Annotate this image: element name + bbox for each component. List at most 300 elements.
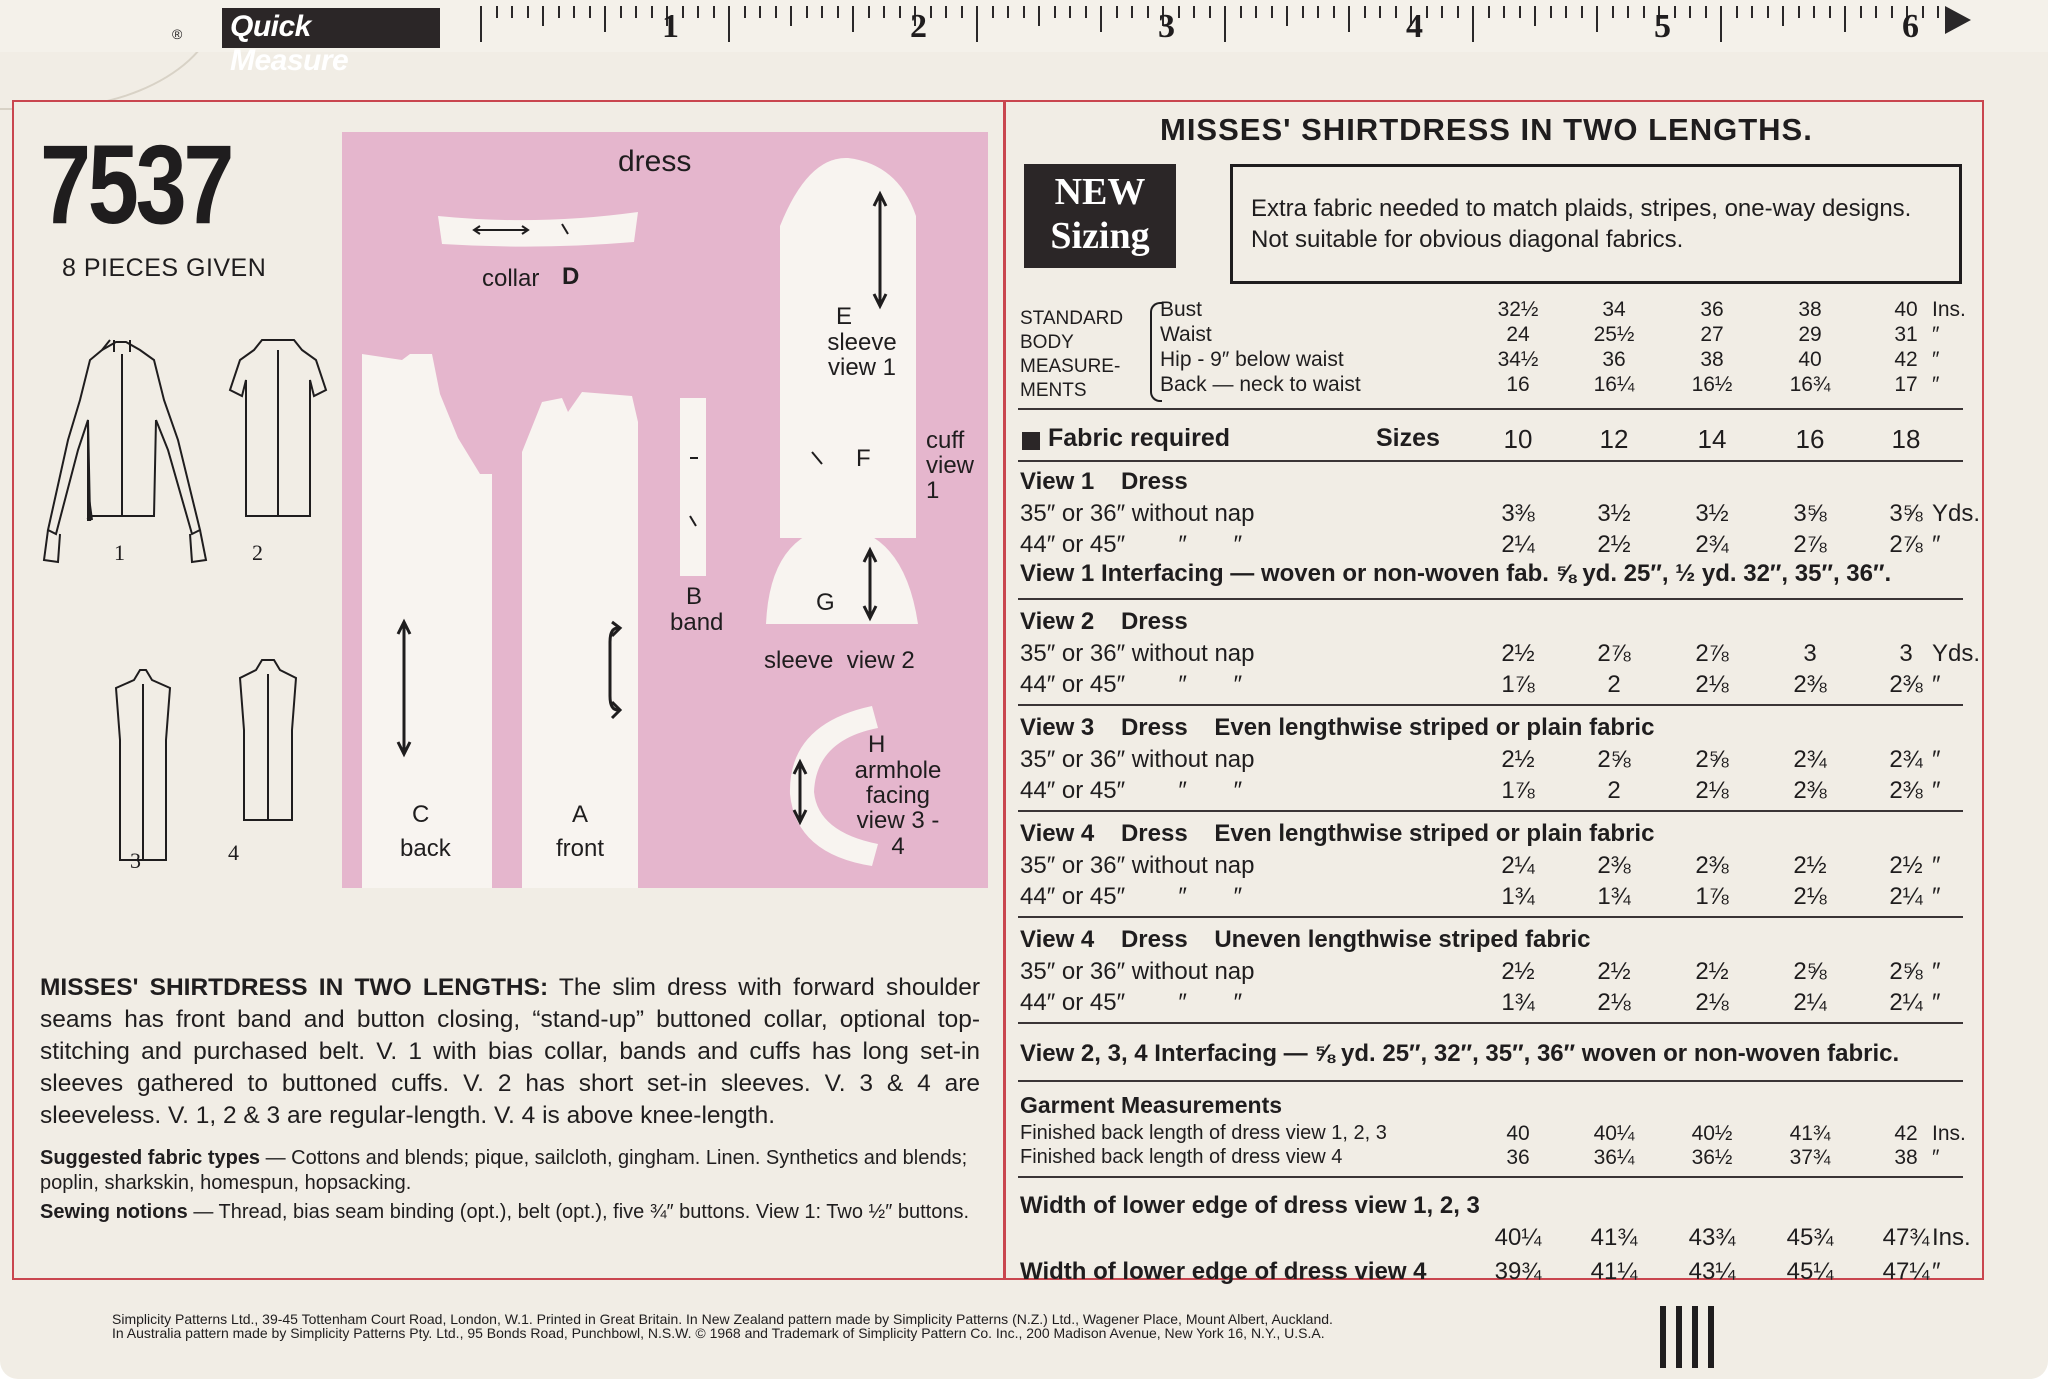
ruler-tick <box>635 6 637 18</box>
ruler-tick <box>1193 6 1195 18</box>
yardage-value: 2⅛ <box>1695 777 1729 804</box>
yardage-value: 2⅜ <box>1695 852 1729 879</box>
back-letter: C <box>412 801 430 828</box>
yardage-label: 44″ or 45″ ″ ″ <box>1020 777 1243 804</box>
section-heading: View 3 Dress Even lengthwise striped or plain fabric <box>1020 714 1655 741</box>
yardage-unit: ″ <box>1932 883 1941 910</box>
ruler-tick <box>1534 6 1536 26</box>
yardage-unit: ″ <box>1932 531 1941 558</box>
width-1-value: 40¼ <box>1494 1224 1542 1251</box>
yardage-label: 35″ or 36″ without nap <box>1020 852 1255 879</box>
ruler-tick <box>1751 6 1753 18</box>
ruler-tick <box>1488 6 1490 18</box>
garment-row-label: Finished back length of dress view 4 <box>1020 1146 1343 1168</box>
ruler-tick <box>837 6 839 18</box>
cuff-label: cuff view 1 <box>926 427 975 505</box>
ruler-tick <box>558 6 560 18</box>
yardage-value: 2 <box>1607 671 1621 698</box>
yardage-label: 44″ or 45″ ″ ″ <box>1020 531 1243 558</box>
width-1-value: 45¾ <box>1786 1224 1834 1251</box>
collar-letter: D <box>562 263 580 290</box>
yardage-unit: Yds. <box>1932 500 1981 527</box>
body-row-value: 42 <box>1894 348 1918 371</box>
yardage-label: 35″ or 36″ without nap <box>1020 746 1255 773</box>
new-sizing-badge <box>1024 164 1176 268</box>
ruler-tick <box>1209 6 1211 18</box>
pattern-layout <box>342 132 988 888</box>
yardage-value: 2⅛ <box>1793 883 1827 910</box>
yardage-unit: ″ <box>1932 958 1941 985</box>
band-letter: B <box>686 583 703 610</box>
note-line-2: Not suitable for obvious diagonal fabrics. <box>1251 226 1684 253</box>
yardage-unit: ″ <box>1932 989 1941 1016</box>
ruler-tick <box>1379 6 1381 18</box>
yardage-value: 1¾ <box>1501 989 1535 1016</box>
rule-line <box>1018 460 1963 462</box>
fabric-note-box <box>1230 164 1962 284</box>
fabric-types-text: — Cottons and blends; pique, sailcloth, gingham. Linen. Synthetics and blends; poplin, sharkskin, homespun, hopsacking. <box>40 1147 968 1194</box>
garment-heading: Garment Measurements <box>1020 1092 1283 1118</box>
yardage-value: 1⅞ <box>1501 777 1535 804</box>
fabric-suggestions <box>40 1146 980 1225</box>
ruler-tick <box>1441 6 1443 18</box>
yardage-value: 3 <box>1899 640 1913 667</box>
width-4-value: 43¼ <box>1688 1258 1736 1285</box>
interfacing-note: View 1 Interfacing — woven or non-woven fab. ⅝ yd. 25″, ½ yd. 32″, 35″, 36″. <box>1020 560 1892 587</box>
pieces-given: 8 PIECES GIVEN <box>62 254 267 282</box>
yardage-value: 2¼ <box>1889 883 1923 910</box>
pattern-description <box>40 972 980 1132</box>
ruler-tick <box>1147 6 1149 18</box>
back-label: back <box>400 835 451 862</box>
ruler-tick <box>1860 6 1862 18</box>
ruler-tick <box>852 6 854 32</box>
band-marks <box>682 450 704 550</box>
footer-line-1: Simplicity Patterns Ltd., 39-45 Tottenham Court Road, London, W.1. Printed in Great Britain. In New Zealand pattern made by Simplicity Patterns (N.Z.) Ltd., Wagener Place, Mount Albert, Auckland. <box>112 1311 1333 1327</box>
quick-measure-ruler <box>0 0 2048 77</box>
piece-cuff <box>782 440 916 478</box>
yardage-value: 2½ <box>1889 852 1923 879</box>
section-heading: View 2 Dress <box>1020 608 1188 635</box>
ruler-tick <box>1798 6 1800 18</box>
ruler-tick <box>930 6 932 18</box>
ruler-tick <box>1922 6 1924 18</box>
size-header: 16 <box>1795 424 1825 454</box>
garment-row-value: 36½ <box>1691 1146 1733 1169</box>
garment-row-unit: Ins. <box>1932 1122 1966 1145</box>
cuff-notch-icon <box>808 448 828 470</box>
size-header: 18 <box>1891 424 1921 454</box>
ruler-tick <box>573 6 575 18</box>
yardage-value: 2¼ <box>1501 531 1535 558</box>
ruler-tick <box>1317 6 1319 18</box>
note-line-1: Extra fabric needed to match plaids, stripes, one-way designs. <box>1251 195 1912 222</box>
yardage-unit: ″ <box>1932 777 1941 804</box>
body-row-value: 16 <box>1506 373 1530 396</box>
fabric-required-label: Fabric required <box>1048 424 1230 452</box>
yardage-value: 2 <box>1607 777 1621 804</box>
ruler-tick <box>1007 6 1009 18</box>
yardage-value: 1¾ <box>1597 883 1631 910</box>
yardage-value: 1¾ <box>1501 883 1535 910</box>
yardage-label: 44″ or 45″ ″ ″ <box>1020 671 1243 698</box>
yardage-value: 2¼ <box>1501 852 1535 879</box>
cuff-letter: F <box>856 445 871 472</box>
ruler-tick <box>651 6 653 18</box>
notions-text: — Thread, bias seam binding (opt.), belt (opt.), five ¾″ buttons. View 1: Two ½″ buttons. <box>187 1201 970 1223</box>
body-row-value: 40 <box>1894 298 1918 321</box>
ruler-tick <box>821 6 823 18</box>
ruler-tick <box>790 6 792 26</box>
body-row-value: 36 <box>1700 298 1724 321</box>
garment-row-value: 36 <box>1506 1146 1530 1169</box>
ruler-tick <box>1891 6 1893 18</box>
ruler-tick <box>1674 6 1676 18</box>
yardage-value: 2½ <box>1597 531 1631 558</box>
fabric-types-label: Suggested fabric types <box>40 1147 261 1169</box>
body-row-value: 16¾ <box>1789 373 1831 396</box>
ruler-tick <box>1643 6 1645 18</box>
ruler-tick <box>976 6 978 42</box>
yardage-value: 1⅞ <box>1695 883 1729 910</box>
ruler-tick <box>1550 6 1552 18</box>
ruler-tick <box>1271 6 1273 18</box>
ruler-tick <box>1023 6 1025 18</box>
ruler-tick <box>1054 6 1056 18</box>
view-sketches <box>30 320 330 880</box>
body-row-label: Back — neck to waist <box>1160 373 1361 396</box>
body-row-value: 38 <box>1798 298 1822 321</box>
description-body: The slim dress with forward shoulder seams has front band and button closing, “stand-up” buttoned collar, optional top-stitching and purchased belt. V. 1 with bias collar, bands and cuffs has long set-in sleeves gathered to buttoned cuffs. V. 2 has short set-in sleeves. V. 3 & 4 are sleeveless. V. 1, 2 & 3 are regular-length. V. 4 is above knee-length. <box>40 974 980 1129</box>
ruler-tick <box>1178 6 1180 18</box>
garment-row-value: 37¾ <box>1789 1146 1831 1169</box>
sleeve-e-letter: E <box>836 303 853 330</box>
quick-measure-label: Quick Measure <box>222 8 440 48</box>
ruler-tick <box>542 6 544 26</box>
view-number-1: 1 <box>114 540 125 565</box>
yardage-value: 2⅝ <box>1695 746 1729 773</box>
ruler-tick <box>868 6 870 18</box>
section-heading: View 1 Dress <box>1020 468 1188 495</box>
rule-line <box>1018 1176 1963 1178</box>
ruler-tick <box>961 6 963 18</box>
ruler-tick <box>775 6 777 18</box>
armhole-letter: H <box>868 731 886 758</box>
ruler-tick <box>1348 6 1350 32</box>
yardage-value: 2½ <box>1501 746 1535 773</box>
ruler-tick <box>1875 6 1877 18</box>
yardage-value: 2⅞ <box>1889 531 1923 558</box>
ruler-tick <box>1333 6 1335 18</box>
ruler-tick <box>744 6 746 18</box>
width-4-value: 47¼ <box>1882 1258 1930 1285</box>
ruler-number: 5 <box>1654 8 1671 45</box>
yardage-unit: ″ <box>1932 746 1941 773</box>
sleeve-e-label: sleeve view 1 <box>827 329 897 382</box>
body-row-value: 38 <box>1700 348 1724 371</box>
layout-title: dress <box>618 145 692 178</box>
publisher-footer <box>112 1312 1333 1340</box>
yardage-label: 44″ or 45″ ″ ″ <box>1020 883 1243 910</box>
yardage-value: 2⅜ <box>1889 671 1923 698</box>
body-row-value: 29 <box>1798 323 1822 346</box>
ruler-tick <box>1565 6 1567 18</box>
yardage-value: 2⅞ <box>1597 640 1631 667</box>
ruler-tick <box>1224 6 1226 42</box>
ruler-tick <box>1829 6 1831 18</box>
ruler-tick <box>697 6 699 18</box>
yardage-value: 2¾ <box>1793 746 1827 773</box>
garment-row-value: 38 <box>1894 1146 1918 1169</box>
width-1-value: 41¾ <box>1590 1224 1638 1251</box>
sleeve-g-label: sleeve view 2 <box>764 647 915 674</box>
body-measure-label: STANDARD <box>1020 308 1124 329</box>
body-measure-label: MENTS <box>1020 380 1087 401</box>
yardage-label: 44″ or 45″ ″ ″ <box>1020 989 1243 1016</box>
yardage-value: 2¾ <box>1889 746 1923 773</box>
width-1-value: 43¾ <box>1688 1224 1736 1251</box>
ruler-tick <box>1844 6 1846 32</box>
body-row-label: Hip - 9″ below waist <box>1160 348 1344 371</box>
ruler-tick <box>1503 6 1505 18</box>
width-heading-1: Width of lower edge of dress view 1, 2, 3 <box>1020 1192 1480 1219</box>
ruler-tick <box>806 6 808 18</box>
ruler-tick <box>1131 6 1133 18</box>
body-row-value: 34 <box>1602 298 1626 321</box>
yardage-value: 2⅝ <box>1889 958 1923 985</box>
ruler-tick <box>1689 6 1691 18</box>
front-letter: A <box>572 801 589 828</box>
new-sizing-line2: Sizing <box>1050 215 1150 257</box>
yardage-value: 2⅜ <box>1793 671 1827 698</box>
width-4-value: 39¾ <box>1494 1258 1542 1285</box>
yardage-value: 3½ <box>1597 500 1631 527</box>
section-heading: View 4 Dress Uneven lengthwise striped fabric <box>1020 926 1591 953</box>
yardage-value: 3⅜ <box>1501 500 1535 527</box>
ruler-tick <box>1813 6 1815 18</box>
new-sizing-line1: NEW <box>1054 171 1146 213</box>
width-4-value: 41¼ <box>1590 1258 1638 1285</box>
body-measure-label: MEASURE- <box>1020 356 1121 377</box>
size-header: 12 <box>1599 424 1629 454</box>
body-row-value: 16½ <box>1691 373 1733 396</box>
yardage-label: 35″ or 36″ without nap <box>1020 640 1255 667</box>
ruler-tick <box>1302 6 1304 18</box>
ruler-tick <box>1426 6 1428 18</box>
ruler-number: 3 <box>1158 8 1175 45</box>
section-heading: View 4 Dress Even lengthwise striped or plain fabric <box>1020 820 1655 847</box>
ruler-number: 6 <box>1902 8 1919 45</box>
ruler-tick <box>604 6 606 32</box>
yardage-value: 2⅝ <box>1597 746 1631 773</box>
column-divider <box>1003 100 1006 1280</box>
view-number-3: 3 <box>130 848 141 873</box>
ruler-tick <box>496 6 498 18</box>
ruler-tick <box>728 6 730 42</box>
ruler-tick <box>1038 6 1040 26</box>
size-header: 10 <box>1503 424 1533 454</box>
garment-row-value: 36¼ <box>1593 1146 1635 1169</box>
ruler-number: 2 <box>910 8 927 45</box>
garment-row-value: 41¾ <box>1789 1122 1831 1145</box>
view-number-4: 4 <box>228 840 239 865</box>
body-row-value: 25½ <box>1593 323 1635 346</box>
yardage-value: 2⅛ <box>1597 989 1631 1016</box>
rule-line <box>1018 598 1963 600</box>
ruler-end-triangle-icon <box>1945 6 1971 34</box>
armhole-label: armhole facing view 3 - 4 <box>854 757 942 860</box>
size-header: 14 <box>1697 424 1727 454</box>
yardage-unit: Yds. <box>1932 640 1981 667</box>
interfacing-234: View 2, 3, 4 Interfacing — ⅝ yd. 25″, 32″, 35″, 36″ woven or non-woven fabric. <box>1020 1040 1900 1067</box>
ruler-tick <box>1395 6 1397 18</box>
body-row-label: Waist <box>1160 323 1212 346</box>
ruler-tick <box>527 6 529 18</box>
ruler-tick <box>883 6 885 18</box>
ruler-tick <box>1736 6 1738 18</box>
yardage-value: 2½ <box>1695 958 1729 985</box>
ruler-tick <box>1782 6 1784 26</box>
ruler-tick <box>713 6 715 18</box>
yardage-value: 3⅝ <box>1793 500 1827 527</box>
garment-row-label: Finished back length of dress view 1, 2, 3 <box>1020 1122 1387 1144</box>
ruler-tick <box>945 6 947 18</box>
yardage-value: 2¼ <box>1889 989 1923 1016</box>
yardage-value: 2⅞ <box>1793 531 1827 558</box>
yardage-value: 2⅜ <box>1597 852 1631 879</box>
garment-row-unit: ″ <box>1932 1146 1940 1169</box>
yardage-value: 3⅝ <box>1889 500 1923 527</box>
ruler-tick <box>1937 6 1939 18</box>
ruler-tick <box>1286 6 1288 26</box>
body-row-unit: ″ <box>1932 373 1940 396</box>
body-row-value: 27 <box>1700 323 1724 346</box>
ruler-tick <box>1519 6 1521 18</box>
ruler-tick <box>1596 6 1598 32</box>
yardage-unit: ″ <box>1932 671 1941 698</box>
width-4-unit: ″ <box>1932 1258 1941 1285</box>
body-row-value: 16¼ <box>1593 373 1635 396</box>
ruler-tick <box>899 6 901 18</box>
view-number-2: 2 <box>252 540 263 565</box>
garment-row-value: 40 <box>1506 1122 1530 1145</box>
pattern-number: 7537 <box>40 122 232 247</box>
width-4-value: 45¼ <box>1786 1258 1834 1285</box>
ruler-tick <box>992 6 994 18</box>
ruler-tick <box>480 6 482 42</box>
front-label: front <box>556 835 605 862</box>
right-title: MISSES' SHIRTDRESS IN TWO LENGTHS. <box>1160 112 1813 147</box>
body-row-value: 36 <box>1602 348 1626 371</box>
yardage-label: 35″ or 36″ without nap <box>1020 500 1255 527</box>
body-measure-label: BODY <box>1020 332 1074 353</box>
yardage-value: 3 <box>1803 640 1817 667</box>
rule-line <box>1018 1080 1963 1082</box>
body-row-value: 40 <box>1798 348 1822 371</box>
yardage-value: 2⅜ <box>1793 777 1827 804</box>
body-row-unit: Ins. <box>1932 298 1966 321</box>
ruler-tick <box>1720 6 1722 42</box>
ruler-tick <box>589 6 591 18</box>
band-label: band <box>670 609 724 636</box>
garment-row-value: 42 <box>1894 1122 1918 1145</box>
yardage-value: 2⅜ <box>1889 777 1923 804</box>
width-1-unit: Ins. <box>1932 1224 1971 1251</box>
rule-line <box>1018 408 1963 410</box>
ruler-tick <box>1581 6 1583 18</box>
yardage-value: 2⅛ <box>1695 989 1729 1016</box>
rule-line <box>1018 916 1963 918</box>
yardage-value: 2⅞ <box>1695 640 1729 667</box>
ruler-tick <box>1116 6 1118 18</box>
ruler-tick <box>1612 6 1614 18</box>
description-title: MISSES' SHIRTDRESS IN TWO LENGTHS: <box>40 974 549 1001</box>
yardage-value: 1⅞ <box>1501 671 1535 698</box>
collar-label: collar <box>482 265 540 292</box>
yardage-value: 2⅛ <box>1695 671 1729 698</box>
ruler-tick <box>1767 6 1769 18</box>
piece-collar <box>438 212 638 248</box>
ruler-tick <box>1085 6 1087 18</box>
ruler-tick <box>1705 6 1707 18</box>
yardage-value: 2½ <box>1501 640 1535 667</box>
garment-row-value: 40¼ <box>1593 1122 1635 1145</box>
ruler-tick <box>1100 6 1102 32</box>
body-row-label: Bust <box>1160 298 1203 321</box>
yardage-label: 35″ or 36″ without nap <box>1020 958 1255 985</box>
ruler-tick <box>1627 6 1629 18</box>
piece-sleeve-view2 <box>764 524 920 628</box>
width-1-value: 47¾ <box>1882 1224 1930 1251</box>
ruler-number: 1 <box>662 8 679 45</box>
sleeve-g-letter: G <box>816 589 835 616</box>
yardage-value: 3½ <box>1695 500 1729 527</box>
ruler-tick <box>759 6 761 18</box>
sizes-label: Sizes <box>1376 424 1440 452</box>
yardage-value: 2¾ <box>1695 531 1729 558</box>
ruler-tick <box>1472 6 1474 42</box>
body-row-unit: ″ <box>1932 323 1940 346</box>
body-row-unit: ″ <box>1932 348 1940 371</box>
registered-mark: ® <box>172 26 183 42</box>
ruler-tick <box>620 6 622 18</box>
yardage-value: 2½ <box>1597 958 1631 985</box>
body-row-value: 31 <box>1894 323 1918 346</box>
body-row-value: 34½ <box>1497 348 1539 371</box>
rule-line <box>1018 810 1963 812</box>
width-heading-4: Width of lower edge of dress view 4 <box>1020 1258 1427 1285</box>
rule-line <box>1018 704 1963 706</box>
yardage-unit: ″ <box>1932 852 1941 879</box>
yardage-value: 2½ <box>1793 852 1827 879</box>
ruler-tick <box>511 6 513 18</box>
ruler-tick <box>1255 6 1257 18</box>
yardage-value: 2½ <box>1501 958 1535 985</box>
ruler-tick <box>1364 6 1366 18</box>
rule-line <box>1018 1022 1963 1024</box>
ruler-tick <box>1457 6 1459 18</box>
yardage-value: 2⅝ <box>1793 958 1827 985</box>
garment-row-value: 40½ <box>1691 1122 1733 1145</box>
body-row-value: 24 <box>1506 323 1530 346</box>
body-row-value: 32½ <box>1497 298 1539 321</box>
footer-line-2: In Australia pattern made by Simplicity Patterns Pty. Ltd., 95 Bonds Road, Punchbowl, N.S.W. © 1968 and Trademark of Simplicity Pattern Co. Inc., 200 Madison Avenue, New York 16, N.Y., U.S.A. <box>112 1325 1325 1341</box>
ruler-tick <box>1069 6 1071 18</box>
body-row-value: 17 <box>1894 373 1918 396</box>
ruler-tick <box>682 6 684 18</box>
ruler-number: 4 <box>1406 8 1423 45</box>
square-bullet-icon <box>1022 432 1040 450</box>
